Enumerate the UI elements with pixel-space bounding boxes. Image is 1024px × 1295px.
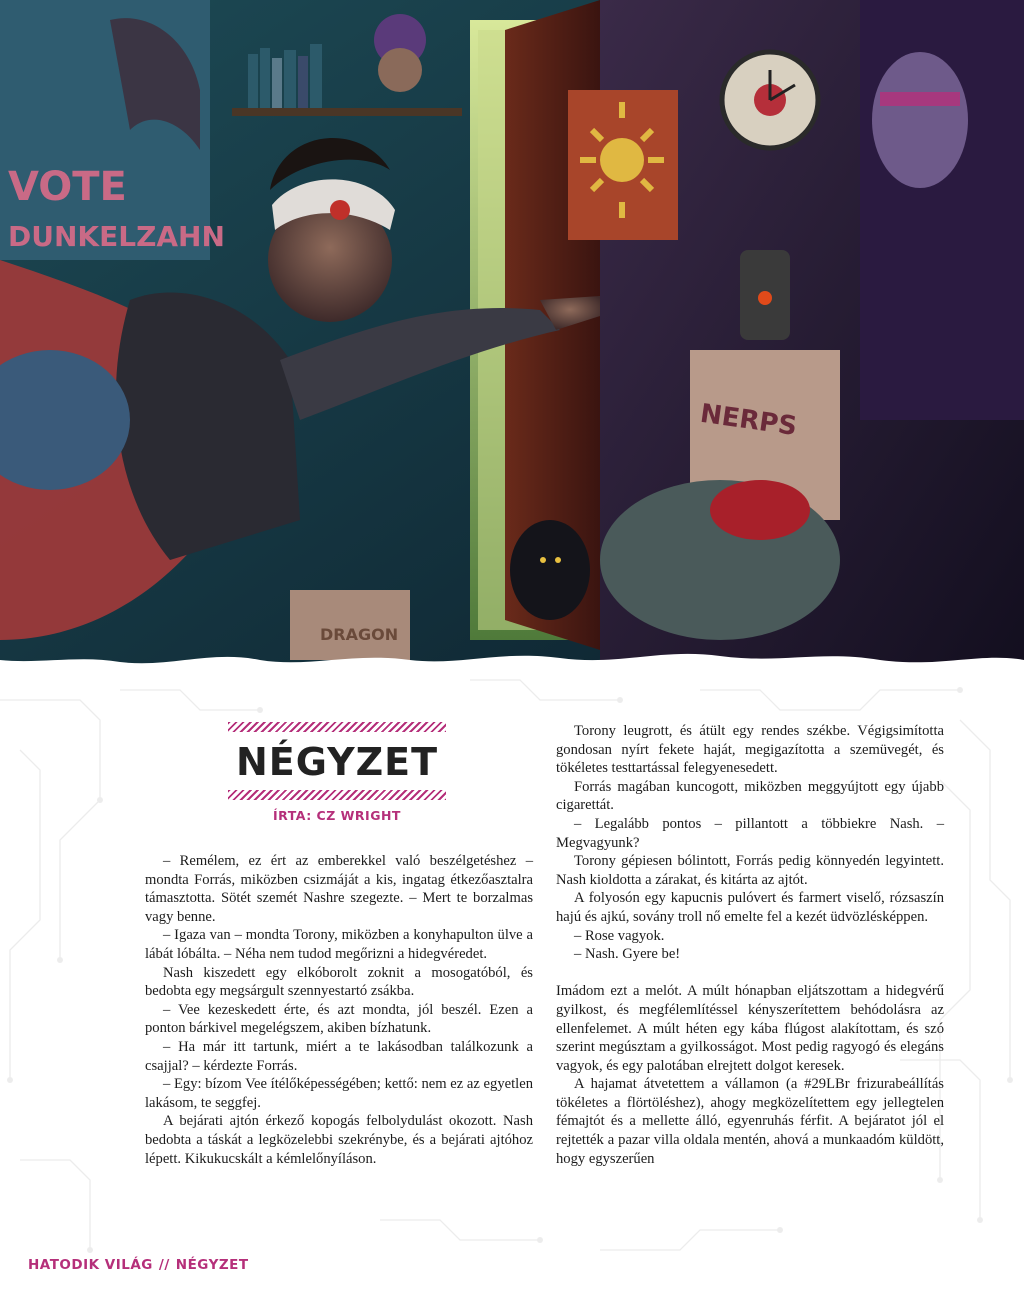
paragraph: A hajamat átvetettem a vállamon (a #29LBr frizurabeállítás tökéletes a flörtöléshez), ahogy megközelítettem egy jellegtelen fémajtót és a mellette álló, egyenruhás férfit. A bejáratot jól el rejtették a pazar villa oldala mentén, ahová a munkaadóm küldött, hogy egyszerűen (556, 1076, 944, 1167)
wall-clock-icon (722, 52, 818, 148)
paragraph: – Nash. Gyere be! (574, 946, 681, 963)
paragraph: Forrás magában kuncogott, miközben meggyújtott egy újabb cigarettát. (556, 778, 944, 814)
paragraph: Nash kiszedett egy elkóborolt zoknit a mosogatóból, és bedobta egy megsárgult szennyestartó zsákba. (145, 964, 533, 1000)
paragraph: – Legalább pontos – pillantott a többiekre Nash. – Megvagyunk? (556, 815, 944, 851)
footer-chapter-title: NÉGYZET (175, 1257, 249, 1273)
title-stripe-bottom (228, 790, 446, 800)
paragraph: – Vee kezeskedett érte, és azt mondta, jól beszél. Ezen a ponton bárkivel megelégszem, akiben bízhatunk. (145, 1001, 533, 1037)
paragraph: – Egy: bízom Vee ítélőképességében; kettő: nem ez az egyetlen lakásom, te seggfej. (145, 1076, 533, 1111)
paragraph: A folyosón egy kapucnis pulóvert és farmert viselő, rózsaszín hajú és ajkú, sovány troll nő emelte fel a kezét üdvözlésképpen. (556, 890, 944, 925)
paragraph: – Ha már itt tartunk, miért a te lakásodban találkozunk a csajjal? – kérdezte Forrás. (145, 1038, 533, 1074)
svg-text:DRAGON: DRAGON (320, 625, 399, 644)
title-stripe-top (228, 722, 446, 732)
paragraph: – Remélem, ez ért az emberekkel való beszélgetéshez – mondta Forrás, miközben csizmáját a kis, ingatag étkezőasztalra támasztotta. Sötét szemét Nashre szegezte. – Mert te borzalmas vagy benne. (145, 853, 533, 925)
paragraph: – Igaza van – mondta Torony, miközben a konyhapulton ülve a lábát lóbálta. – Néha nem tudod megőrizni a hidegvéredet. (145, 927, 533, 962)
paragraph: Torony gépiesen bólintott, Forrás pedig könnyedén legyintett. Nash kioldotta a zárakat, és kitárta az ajtót. (556, 853, 944, 888)
paragraph: Torony leugrott, és átült egy rendes székbe. Végigsimította gondosan nyírt fekete haját, megigazította a szemüvegét, és tökéletes testtartással felegyenesedett. (556, 723, 944, 777)
footer-separator: // (158, 1257, 170, 1273)
page-footer (28, 1257, 249, 1273)
article-title: NÉGYZET (235, 740, 439, 784)
section-break-paragraph: Imádom ezt a melót. A múlt hónapban eljátszottam a hidegvérű gyilkost, és megfélemlítéssel kényszerítettem behódolásra az ellenfelemet. A múlt héten egy kába flúgost alakítottam, és szó szerint megúsztam a gyilkosságot. Most pedig ragyogó és elegáns vagyok, és egy palotában elrejtett dolgot keresek. (556, 983, 944, 1074)
right-column (556, 722, 944, 1168)
paragraph: A bejárati ajtón érkező kopogás felbolydulást okozott. Nash bedobta a táskát a legközelebbi szekrénybe, és a bejárati ajtóhoz lépett. Kikukucskált a kémlelőnyíláson. (145, 1113, 533, 1167)
left-column (145, 852, 533, 1168)
svg-text:DUNKELZAHN: DUNKELZAHN (8, 220, 225, 253)
byline: ÍRTA: CZ WRIGHT (273, 808, 401, 823)
svg-text:NERPS: NERPS (698, 398, 799, 443)
title-block (228, 722, 446, 800)
vote-poster (0, 0, 225, 260)
paragraph: – Rose vagyok. (574, 927, 665, 944)
svg-text:VOTE: VOTE (8, 164, 127, 210)
footer-book-title: HATODIK VILÁG (28, 1257, 153, 1273)
